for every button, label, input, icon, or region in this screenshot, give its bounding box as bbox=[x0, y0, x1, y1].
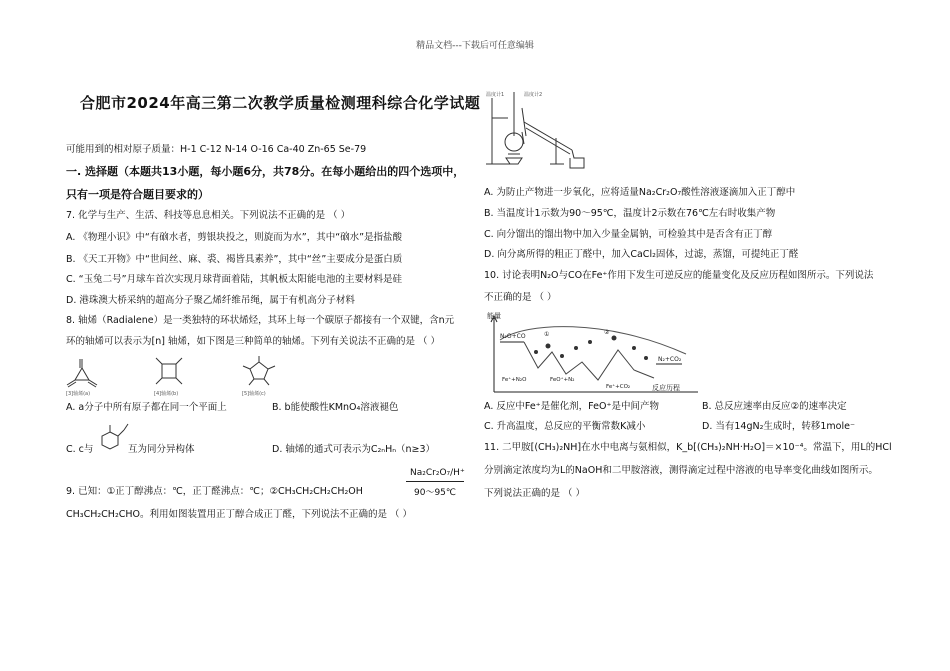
energy-profile-figure bbox=[486, 312, 701, 398]
q7-option-b: B. 《天工开物》中“世间丝、麻、裘、褐皆具素养”，其中“丝”主要成分是蛋白质 bbox=[66, 254, 403, 265]
distillation-apparatus bbox=[484, 88, 596, 170]
page-title: 合肥市2024年高三第二次教学质量检测理科综合化学试题 bbox=[80, 94, 481, 112]
step-2-label: ② bbox=[604, 329, 610, 336]
q9-option-c: C. 向分馏出的馏出物中加入少量金属钠，可检验其中是否含有正丁醇 bbox=[484, 229, 773, 240]
start-state-label: N₂O+CO bbox=[500, 333, 526, 340]
styrene-structure bbox=[98, 420, 130, 452]
q10-option-d: D. 当有14gN₂生成时，转移1mole⁻ bbox=[702, 421, 855, 432]
reaction-arrow bbox=[406, 481, 464, 482]
q10-stem-line2: 不正确的是 （ ） bbox=[484, 292, 557, 303]
q8-option-c-part1: C. c与 bbox=[66, 444, 94, 455]
radialene-4-label: [4]轴烯(b) bbox=[154, 391, 179, 397]
step-1-label: ① bbox=[544, 331, 550, 338]
thermometer-2-label: 温度计2 bbox=[524, 92, 543, 98]
q9-condition-bottom: 90～95℃ bbox=[414, 488, 457, 498]
q11-stem-line1: 11. 二甲胺[(CH₃)₂NH]在水中电离与氨相似，K_b[(CH₃)₂NH·H₂O]＝×10⁻⁴。常温下，用L的HCl bbox=[484, 442, 892, 453]
atomic-masses: 可能用到的相对原子质量：H-1 C-12 N-14 O-16 Ca-40 Zn-65 Se-79 bbox=[66, 144, 367, 155]
q10-option-c: C. 升高温度，总反应的平衡常数K减小 bbox=[484, 421, 646, 432]
thermometer-1-label: 温度计1 bbox=[486, 92, 505, 98]
q7-option-a: A. 《物理小识》中“有硇水者，剪银块投之，则旋而为水”，其中“硇水”是指盐酸 bbox=[66, 232, 403, 243]
q8-option-d: D. 轴烯的通式可表示为C₂ₙHₙ（n≥3） bbox=[272, 444, 436, 455]
energy-axis-label: 能量 bbox=[487, 312, 501, 320]
q9-option-d: D. 向分离所得的粗正丁醛中，加入CaCl₂固体，过滤，蒸馏，可提纯正丁醛 bbox=[484, 249, 799, 260]
q8-option-a: A. a分子中所有原子都在同一个平面上 bbox=[66, 402, 227, 413]
q9-option-b: B. 当温度计1示数为90～95℃，温度计2示数在76℃左右时收集产物 bbox=[484, 208, 776, 219]
q8-stem-line1: 8. 轴烯（Radialene）是一类独特的环状烯烃，其环上每一个碳原子都接有一个双键，含n元 bbox=[66, 315, 455, 326]
radialene-5-structure bbox=[243, 356, 275, 385]
q10-option-b: B. 总反应速率由反应②的速率决定 bbox=[702, 401, 847, 412]
q8-stem-line2: 环的轴烯可以表示为[n] 轴烯，如下图是三种简单的轴烯。下列有关说法不正确的是 （ ） bbox=[66, 336, 440, 347]
intermediate-label-2: FeO⁺+N₂ bbox=[550, 377, 575, 383]
q9-condition-top: Na₂Cr₂O₇/H⁺ bbox=[410, 468, 465, 478]
section-heading-line2: 只有一项是符合题目要求的） bbox=[66, 188, 209, 201]
radialene-3-structure bbox=[67, 359, 97, 387]
q10-option-a: A. 反应中Fe⁺是催化剂，FeO⁺是中间产物 bbox=[484, 401, 659, 412]
q7-stem: 7. 化学与生产、生活、科技等息息相关。下列说法不正确的是 （ ） bbox=[66, 210, 351, 221]
radialene-figures bbox=[62, 356, 322, 398]
section-heading-line1: 一. 选择题（本题共13小题，每小题6分，共78分。在每小题给出的四个选项中， bbox=[66, 165, 465, 178]
q11-stem-line2: 分别滴定浓度均为L的NaOH和二甲胺溶液，测得滴定过程中溶液的电导率变化曲线如图所示。 bbox=[484, 465, 878, 476]
q11-stem-line3: 下列说法正确的是 （ ） bbox=[484, 488, 586, 499]
q10-stem-line1: 10. 讨论表明N₂O与CO在Fe⁺作用下发生可逆反应的能量变化及反应历程如图所示。下列说法 bbox=[484, 270, 874, 281]
intermediate-label-3: Fe⁺+CO₂ bbox=[606, 384, 631, 390]
q8-option-c-part2: 互为同分异构体 bbox=[128, 444, 195, 455]
intermediate-label-1: Fe⁺+N₂O bbox=[502, 377, 527, 383]
end-state-label: N₂+CO₂ bbox=[658, 356, 682, 363]
q7-option-d: D. 港珠澳大桥采纳的超高分子聚乙烯纤维吊绳，属于有机高分子材料 bbox=[66, 295, 355, 306]
radialene-5-label: [5]轴烯(c) bbox=[242, 391, 266, 397]
radialene-3-label: [3]轴烯(a) bbox=[66, 391, 91, 397]
radialene-4-structure bbox=[156, 358, 182, 384]
q9-stem-line2: CH₃CH₂CH₂CHO。利用如图装置用正丁醇合成正丁醛，下列说法不正确的是 （ ） bbox=[66, 509, 413, 520]
q9-option-a: A. 为防止产物进一步氧化，应将适量Na₂Cr₂O₇酸性溶液逐滴加入正丁醇中 bbox=[484, 187, 796, 198]
reaction-path-axis-label: 反应历程 bbox=[652, 384, 680, 392]
page-header: 精品文档---下载后可任意编辑 bbox=[416, 41, 534, 51]
q9-stem-line1: 9. 已知：①正丁醇沸点：℃，正丁醛沸点：℃；②CH₃CH₂CH₂CH₂OH bbox=[66, 486, 363, 497]
q7-option-c: C. “玉兔二号”月球车首次实现月球背面着陆，其帆板太阳能电池的主要材料是硅 bbox=[66, 274, 403, 285]
q8-option-b: B. b能使酸性KMnO₄溶液褪色 bbox=[272, 402, 399, 413]
